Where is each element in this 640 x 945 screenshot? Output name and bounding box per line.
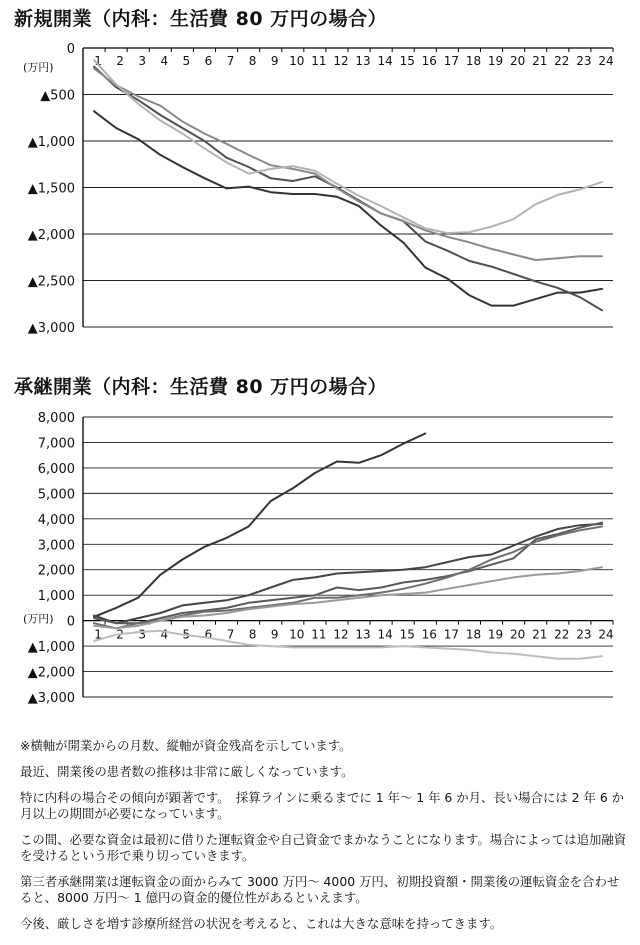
x-tick-label: 1: [94, 54, 102, 68]
series-line-series-e: [94, 567, 602, 628]
y-tick-label: ▲3,000: [27, 691, 75, 706]
chart2-title: 承継開業（内科：生活費 80 万円の場合）: [14, 376, 388, 398]
x-tick-label: 5: [182, 627, 191, 642]
x-tick-label: 2: [116, 54, 124, 68]
x-tick-label: 18: [465, 54, 482, 68]
x-tick-label: 11: [311, 54, 327, 68]
y-tick-label: ▲2,500: [27, 274, 75, 290]
y-tick-label: 3,000: [37, 538, 75, 554]
x-tick-label: 12: [333, 54, 349, 68]
x-tick-label: 18: [465, 627, 482, 642]
note-1: 最近、開業後の患者数の推移は非常に厳しくなっています。: [20, 764, 354, 779]
x-tick-label: 20: [509, 54, 526, 68]
series-line-series-a: [94, 434, 425, 617]
x-tick-label: 6: [204, 54, 213, 68]
x-tick-label: 7: [226, 627, 235, 642]
x-tick-label: 23: [576, 627, 592, 642]
y-tick-label: ▲1,000: [27, 640, 75, 656]
y-tick-label: 6,000: [37, 461, 75, 477]
y-tick-label: 0: [66, 614, 75, 630]
x-tick-label: 3: [138, 54, 147, 68]
note-2: 特に内科の場合その傾向が顕著です。 採算ラインに乗るまでに 1 年〜 1 年 6 か月、長い場合には 2 年 6 か月以上の期間が必要になっています。: [20, 790, 625, 821]
y-tick-label: ▲2,000: [27, 228, 75, 243]
x-tick-label: 23: [576, 54, 592, 68]
note-5: 今後、厳しさを増す診療所経営の状況を考えると、これは大きな意味を持ってきます。: [20, 916, 503, 931]
notes-block: [20, 738, 630, 942]
x-tick-label: 6: [204, 627, 213, 642]
x-tick-label: 5: [182, 54, 191, 68]
x-tick-label: 8: [248, 54, 257, 68]
note-4: 第三者承継開業は運転資金の面からみて 3000 万円〜 4000 万円、初期投資額・開業後の運転資金を合わせると、8000 万円〜 1 億円の資金的優位性があるといえます。: [20, 874, 620, 905]
y-tick-label: 2,000: [37, 563, 75, 579]
x-tick-label: 21: [532, 627, 548, 642]
chart1-title: 新規開業（内科：生活費 80 万円の場合）: [14, 8, 388, 30]
x-tick-label: 21: [532, 54, 548, 68]
x-tick-label: 20: [509, 627, 526, 642]
y-tick-label: 1,000: [37, 589, 75, 605]
x-tick-label: 2: [116, 627, 124, 642]
series-line-series-b: [94, 524, 602, 623]
x-tick-label: 14: [377, 627, 393, 642]
x-tick-label: 24: [598, 627, 614, 642]
y-tick-label: ▲3,000: [27, 321, 75, 336]
y-unit-label: (万円): [23, 612, 54, 626]
x-tick-label: 19: [487, 627, 504, 642]
y-tick-label: 5,000: [37, 487, 75, 503]
y-tick-label: 8,000: [37, 411, 75, 426]
x-tick-label: 1: [94, 627, 102, 642]
x-tick-label: 7: [226, 54, 235, 68]
series-line-series-d: [94, 527, 602, 629]
x-tick-label: 19: [487, 54, 504, 68]
x-tick-label: 4: [160, 54, 169, 68]
x-tick-label: 8: [248, 627, 257, 642]
y-tick-label: ▲1,500: [27, 181, 75, 197]
x-tick-label: 12: [333, 627, 349, 642]
y-tick-label: ▲500: [40, 88, 75, 104]
y-tick-label: ▲1,000: [27, 135, 75, 150]
x-tick-label: 16: [421, 54, 437, 68]
x-tick-label: 17: [443, 54, 460, 68]
x-tick-label: 13: [355, 54, 371, 68]
x-tick-label: 14: [377, 54, 393, 68]
x-tick-label: 22: [554, 627, 570, 642]
x-tick-label: 15: [399, 54, 415, 68]
note-axis: ※横軸が開業からの月数、縦軸が資金残高を示しています。: [20, 738, 352, 753]
x-tick-label: 4: [160, 627, 169, 642]
x-tick-label: 22: [554, 54, 570, 68]
x-tick-label: 11: [311, 627, 327, 642]
note-3: この間、必要な資金は最初に借りた運転資金や自己資金でまかなうことになります。場合によっては追加融資を受けるという形で乗り切っていきます。: [20, 832, 627, 863]
x-tick-label: 24: [598, 54, 614, 68]
y-tick-label: ▲2,000: [27, 665, 75, 681]
x-tick-label: 15: [399, 627, 415, 642]
x-tick-label: 9: [270, 627, 279, 642]
x-tick-label: 3: [138, 627, 147, 642]
x-tick-label: 17: [443, 627, 460, 642]
x-tick-label: 10: [289, 54, 305, 68]
y-tick-label: 4,000: [37, 512, 75, 528]
y-unit-label: (万円): [23, 61, 54, 74]
x-tick-label: 16: [421, 627, 437, 642]
y-tick-label: 7,000: [37, 436, 75, 452]
x-tick-label: 13: [355, 627, 371, 642]
y-tick-label: 0: [66, 42, 75, 57]
x-tick-label: 10: [289, 627, 305, 642]
x-tick-label: 9: [270, 54, 279, 68]
